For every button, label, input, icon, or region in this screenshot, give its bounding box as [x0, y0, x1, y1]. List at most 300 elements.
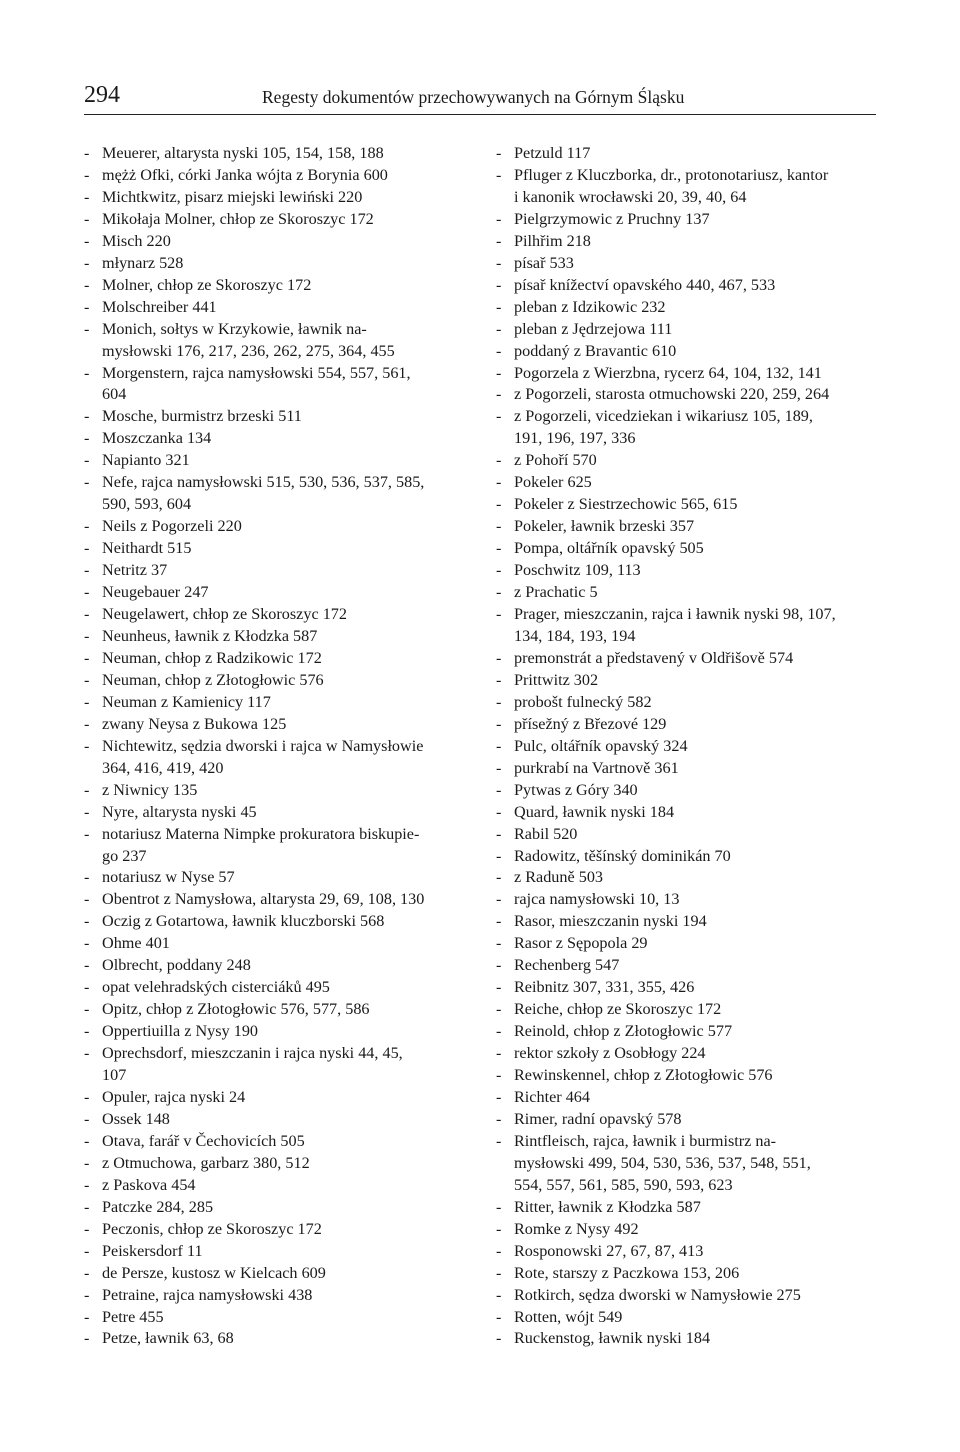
entry-dash: -: [84, 692, 90, 711]
entry-text: Reinold, chłop z Złotogłowic 577: [514, 1022, 733, 1041]
entry-dash: -: [84, 648, 90, 667]
entry-dash: -: [84, 714, 90, 733]
entry-dash: -: [84, 1153, 90, 1172]
entry-dash: -: [84, 1219, 90, 1238]
entry-text: Rotkirch, sędza dworski w Namysłowie 275: [514, 1285, 801, 1304]
index-entry: [496, 1197, 876, 1219]
entry-text: Prittwitz 302: [514, 670, 599, 689]
entry-dash: -: [496, 297, 502, 316]
entry-dash: -: [84, 890, 90, 909]
index-entry: [84, 472, 464, 516]
entry-dash: -: [84, 407, 90, 426]
index-entry: [496, 319, 876, 341]
entry-dash: -: [84, 1285, 90, 1304]
entry-text: Ossek 148: [102, 1109, 170, 1128]
index-entry: [84, 1153, 464, 1175]
index-entry: [496, 1285, 876, 1307]
entry-dash: -: [84, 561, 90, 580]
entry-text: Pokeler, ławnik brzeski 357: [514, 517, 695, 536]
entry-dash: -: [84, 363, 90, 382]
entry-text: Nefe, rajca namysłowski 515, 530, 536, 537, 585, 590, 593, 604: [102, 473, 425, 514]
entry-dash: -: [496, 253, 502, 272]
entry-dash: -: [84, 1131, 90, 1150]
entry-dash: -: [84, 209, 90, 228]
entry-text: Otava, farář v Čechovicích 505: [102, 1131, 305, 1150]
index-column-right: [496, 143, 876, 1350]
entry-dash: -: [84, 1263, 90, 1282]
entry-text: Mosche, burmistrz brzeski 511: [102, 407, 302, 426]
entry-text: Poschwitz 109, 113: [514, 561, 641, 580]
index-entry: [496, 1328, 876, 1350]
index-entry: [496, 802, 876, 824]
index-entry: [84, 165, 464, 187]
entry-text: Quard, ławnik nyski 184: [514, 802, 675, 821]
index-entry: [496, 1307, 876, 1329]
entry-dash: -: [496, 144, 502, 162]
index-entry: [496, 670, 876, 692]
index-entry: [496, 780, 876, 802]
entry-dash: -: [496, 1285, 502, 1304]
running-title: Regesty dokumentów przechowywanych na Górnym Śląsku: [262, 87, 685, 107]
index-entry: [496, 231, 876, 253]
index-entry: [84, 604, 464, 626]
index-entry: [84, 1263, 464, 1285]
index-entry: [496, 692, 876, 714]
entry-dash: -: [496, 407, 502, 426]
entry-text: Pilhřim 218: [514, 231, 591, 250]
entry-dash: -: [84, 1241, 90, 1260]
entry-text: Pokeler 625: [514, 473, 592, 492]
entry-text: Napianto 321: [102, 451, 190, 470]
entry-text: Reiche, chłop ze Skoroszyc 172: [514, 1000, 722, 1019]
index-entry: [496, 253, 876, 275]
entry-text: młynarz 528: [102, 253, 184, 272]
index-entry: [84, 187, 464, 209]
entry-dash: -: [84, 473, 90, 492]
entry-dash: -: [84, 451, 90, 470]
index-entry: [84, 1021, 464, 1043]
entry-text: Morgenstern, rajca namysłowski 554, 557, 561, 604: [102, 363, 411, 404]
entry-dash: -: [496, 495, 502, 514]
index-entry: [496, 1131, 876, 1197]
entry-text: Peczonis, chłop ze Skoroszyc 172: [102, 1219, 322, 1238]
entry-text: Nichtewitz, sędzia dworski i rajca w Namysłowie 364, 416, 419, 420: [102, 736, 424, 777]
entry-text: Ritter, ławnik z Kłodzka 587: [514, 1197, 701, 1216]
entry-dash: -: [496, 517, 502, 536]
index-entry: [84, 450, 464, 472]
entry-dash: -: [84, 626, 90, 645]
entry-text: rektor szkoły z Osobłogy 224: [514, 1044, 706, 1063]
entry-dash: -: [84, 802, 90, 821]
entry-dash: -: [84, 978, 90, 997]
entry-text: z Raduně 503: [514, 868, 604, 887]
entry-text: Oppertiuilla z Nysy 190: [102, 1022, 259, 1041]
entry-text: Petzuld 117: [514, 144, 591, 162]
entry-text: Neuman z Kamienicy 117: [102, 692, 271, 711]
index-entry: [84, 1087, 464, 1109]
index-entry: [84, 1197, 464, 1219]
index-entry: [496, 275, 876, 297]
entry-dash: -: [84, 165, 90, 184]
entry-dash: -: [496, 912, 502, 931]
entry-text: Rechenberg 547: [514, 956, 620, 975]
entry-text: de Persze, kustosz w Kielcach 609: [102, 1263, 326, 1282]
entry-text: Molschreiber 441: [102, 297, 217, 316]
entry-dash: -: [496, 692, 502, 711]
entry-dash: -: [84, 1000, 90, 1019]
entry-dash: -: [84, 583, 90, 602]
index-entry: [84, 363, 464, 407]
entry-dash: -: [496, 1329, 502, 1348]
index-entry: [84, 824, 464, 868]
entry-dash: -: [84, 1175, 90, 1194]
entry-text: notariusz w Nyse 57: [102, 868, 235, 887]
entry-dash: -: [496, 1044, 502, 1063]
page-number: 294: [84, 82, 120, 108]
entry-text: Petze, ławnik 63, 68: [102, 1329, 234, 1348]
index-entry: [84, 670, 464, 692]
entry-text: z Otmuchowa, garbarz 380, 512: [102, 1153, 310, 1172]
index-entry: [84, 297, 464, 319]
entry-dash: -: [84, 1329, 90, 1348]
entry-text: z Niwnicy 135: [102, 780, 198, 799]
index-entry: [496, 736, 876, 758]
entry-dash: -: [84, 187, 90, 206]
entry-dash: -: [496, 1131, 502, 1150]
index-entry: [496, 297, 876, 319]
entry-text: z Pohoří 570: [514, 451, 597, 470]
entry-dash: -: [84, 319, 90, 338]
entry-text: Molner, chłop ze Skoroszyc 172: [102, 275, 312, 294]
entry-dash: -: [496, 363, 502, 382]
entry-text: Moszczanka 134: [102, 429, 212, 448]
entry-dash: -: [496, 1109, 502, 1128]
index-entry: [496, 933, 876, 955]
index-column-left: [84, 143, 464, 1350]
entry-text: Rintfleisch, rajca, ławnik i burmistrz na- mysłowski 499, 504, 530, 536, 537, 548, 551, 554, 557, 561, 585, 590, 593, 623: [514, 1131, 811, 1194]
entry-text: Radowitz, těšínský dominikán 70: [514, 846, 731, 865]
entry-text: Rasor z Sępopola 29: [514, 934, 648, 953]
entry-text: Petre 455: [102, 1307, 164, 1326]
entry-text: přísežný z Březové 129: [514, 714, 667, 733]
entry-dash: -: [496, 956, 502, 975]
index-entry: [84, 516, 464, 538]
entry-text: Neils z Pogorzeli 220: [102, 517, 242, 536]
index-entry: [496, 824, 876, 846]
entry-text: z Pogorzeli, vicedziekan i wikariusz 105, 189, 191, 196, 197, 336: [514, 407, 813, 448]
entry-text: pleban z Idzikowic 232: [514, 297, 666, 316]
entry-text: mężż Ofki, córki Janka wójta z Borynia 600: [102, 165, 388, 184]
entry-text: Petraine, rajca namysłowski 438: [102, 1285, 313, 1304]
entry-dash: -: [84, 605, 90, 624]
entry-dash: -: [496, 846, 502, 865]
index-entry: [84, 560, 464, 582]
entry-dash: -: [496, 275, 502, 294]
entry-dash: -: [496, 1241, 502, 1260]
index-entry: [496, 582, 876, 604]
index-entry: [496, 999, 876, 1021]
entry-text: Peiskersdorf 11: [102, 1241, 203, 1260]
entry-dash: -: [496, 1197, 502, 1216]
entry-text: z Pogorzeli, starosta otmuchowski 220, 259, 264: [514, 385, 830, 404]
index-entry: [496, 714, 876, 736]
index-entry: [84, 275, 464, 297]
entry-dash: -: [496, 670, 502, 689]
entry-text: Neithardt 515: [102, 539, 192, 558]
entry-text: zwany Neysa z Bukowa 125: [102, 714, 287, 733]
entry-text: Patczke 284, 285: [102, 1197, 214, 1216]
entry-text: Rasor, mieszczanin nyski 194: [514, 912, 707, 931]
entry-text: písař 533: [514, 253, 574, 272]
entry-dash: -: [84, 1109, 90, 1128]
index-entry: [496, 450, 876, 472]
index-entry: [496, 1021, 876, 1043]
entry-text: Meuerer, altarysta nyski 105, 154, 158, 188: [102, 144, 384, 162]
entry-dash: -: [84, 868, 90, 887]
entry-dash: -: [496, 780, 502, 799]
entry-dash: -: [84, 912, 90, 931]
entry-text: Reibnitz 307, 331, 355, 426: [514, 978, 695, 997]
entry-text: Pokeler z Siestrzechowic 565, 615: [514, 495, 738, 514]
index-entry: [496, 406, 876, 450]
entry-text: Oczig z Gotartowa, ławnik kluczborski 568: [102, 912, 385, 931]
entry-dash: -: [84, 144, 90, 162]
entry-dash: -: [496, 824, 502, 843]
entry-dash: -: [496, 868, 502, 887]
entry-dash: -: [84, 517, 90, 536]
entry-dash: -: [84, 1307, 90, 1326]
entry-text: Rewinskennel, chłop z Złotogłowic 576: [514, 1066, 773, 1085]
entry-text: Rote, starszy z Paczkowa 153, 206: [514, 1263, 740, 1282]
entry-text: Olbrecht, poddany 248: [102, 956, 251, 975]
entry-text: Prager, mieszczanin, rajca i ławnik nyski 98, 107, 134, 184, 193, 194: [514, 605, 836, 645]
entry-text: Rabil 520: [514, 824, 578, 843]
index-entry: [496, 1087, 876, 1109]
entry-text: Misch 220: [102, 231, 171, 250]
index-entry: [84, 867, 464, 889]
index-entry: [84, 977, 464, 999]
index-entry: [84, 626, 464, 648]
index-entry: [496, 209, 876, 231]
entry-text: Monich, sołtys w Krzykowie, ławnik na- mysłowski 176, 217, 236, 262, 275, 364, 455: [102, 319, 395, 360]
index-entry: [496, 516, 876, 538]
entry-dash: -: [496, 583, 502, 602]
index-entry: [496, 911, 876, 933]
entry-dash: -: [496, 561, 502, 580]
index-entry: [84, 780, 464, 802]
entry-dash: -: [496, 736, 502, 755]
index-entry: [84, 889, 464, 911]
entry-text: Neuman, chłop z Złotogłowic 576: [102, 670, 324, 689]
entry-dash: -: [84, 736, 90, 755]
entry-text: Neugebauer 247: [102, 583, 209, 602]
entry-dash: -: [496, 1219, 502, 1238]
entry-dash: -: [84, 1197, 90, 1216]
entry-text: probošt fulnecký 582: [514, 692, 652, 711]
index-entry: [496, 143, 876, 165]
entry-dash: -: [84, 934, 90, 953]
entry-dash: -: [496, 341, 502, 360]
entry-text: Pulc, oltářník opavský 324: [514, 736, 688, 755]
entry-text: Rotten, wójt 549: [514, 1307, 623, 1326]
index-entry: [496, 889, 876, 911]
entry-text: Obentrot z Namysłowa, altarysta 29, 69, 108, 130: [102, 890, 425, 909]
index-entry: [84, 1328, 464, 1350]
entry-dash: -: [496, 1263, 502, 1282]
index-entry: [84, 933, 464, 955]
entry-dash: -: [496, 231, 502, 250]
index-entry: [496, 165, 876, 209]
entry-dash: -: [84, 429, 90, 448]
index-entry: [496, 846, 876, 868]
entry-text: Ohme 401: [102, 934, 170, 953]
index-entry: [496, 384, 876, 406]
index-entry: [84, 143, 464, 165]
entry-dash: -: [84, 1022, 90, 1041]
index-entry: [84, 428, 464, 450]
index-entry: [84, 406, 464, 428]
entry-text: Mikołaja Molner, chłop ze Skoroszyc 172: [102, 209, 374, 228]
entry-text: Netritz 37: [102, 561, 168, 580]
page-header: [84, 80, 876, 115]
entry-dash: -: [496, 385, 502, 404]
entry-text: Romke z Nysy 492: [514, 1219, 639, 1238]
entry-text: Neugelawert, chłop ze Skoroszyc 172: [102, 605, 347, 624]
entry-text: Neuman, chłop z Radzikowic 172: [102, 648, 322, 667]
index-entry: [496, 494, 876, 516]
entry-text: purkrabí na Vartnově 361: [514, 758, 679, 777]
index-entry: [496, 1241, 876, 1263]
index-entry: [496, 1219, 876, 1241]
entry-dash: -: [84, 670, 90, 689]
entry-dash: -: [496, 605, 502, 624]
entry-dash: -: [84, 1044, 90, 1063]
entry-text: opat velehradských cisterciáků 495: [102, 978, 330, 997]
entry-text: Pfluger z Kluczborka, dr., protonotariusz, kantor i kanonik wrocławski 20, 39, 40, 64: [514, 165, 829, 206]
index-entry: [84, 1307, 464, 1329]
entry-dash: -: [496, 934, 502, 953]
entry-dash: -: [84, 824, 90, 843]
index-entry: [84, 692, 464, 714]
index-entry: [84, 911, 464, 933]
entry-text: Pogorzela z Wierzbna, rycerz 64, 104, 132, 141: [514, 363, 822, 382]
index-entry: [496, 472, 876, 494]
entry-dash: -: [84, 956, 90, 975]
index-entry: [84, 209, 464, 231]
index-entry: [84, 736, 464, 780]
index-entry: [496, 867, 876, 889]
entry-dash: -: [496, 1000, 502, 1019]
index-entry: [496, 538, 876, 560]
entry-dash: -: [84, 780, 90, 799]
index-entry: [84, 253, 464, 275]
index-entry: [496, 604, 876, 648]
entry-text: písař knížectví opavského 440, 467, 533: [514, 275, 776, 294]
entry-text: Ruckenstog, ławnik nyski 184: [514, 1329, 711, 1348]
index-entry: [84, 1219, 464, 1241]
index-entry: [84, 231, 464, 253]
entry-dash: -: [496, 1066, 502, 1085]
entry-text: Opuler, rajca nyski 24: [102, 1087, 246, 1106]
index-entry: [84, 999, 464, 1021]
entry-dash: -: [84, 297, 90, 316]
index-entry: [84, 1241, 464, 1263]
index-entry: [496, 560, 876, 582]
entry-text: Rosponowski 27, 67, 87, 413: [514, 1241, 704, 1260]
index-entry: [84, 1131, 464, 1153]
entry-dash: -: [84, 539, 90, 558]
entry-dash: -: [496, 758, 502, 777]
entry-dash: -: [496, 648, 502, 667]
entry-dash: -: [496, 473, 502, 492]
entry-dash: -: [496, 890, 502, 909]
entry-dash: -: [496, 451, 502, 470]
index-entry: [496, 955, 876, 977]
index-entry: [84, 582, 464, 604]
index-entry: [496, 977, 876, 999]
index-entry: [496, 758, 876, 780]
index-entry: [496, 1109, 876, 1131]
entry-dash: -: [84, 1087, 90, 1106]
entry-dash: -: [496, 165, 502, 184]
entry-dash: -: [84, 231, 90, 250]
index-entry: [84, 802, 464, 824]
index-entry: [496, 1263, 876, 1285]
entry-dash: -: [496, 978, 502, 997]
index-entry: [84, 319, 464, 363]
entry-text: Oprechsdorf, mieszczanin i rajca nyski 44, 45, 107: [102, 1044, 403, 1085]
index-entry: [84, 955, 464, 977]
entry-dash: -: [496, 539, 502, 558]
entry-dash: -: [496, 209, 502, 228]
entry-text: Opitz, chłop z Złotogłowic 576, 577, 586: [102, 1000, 370, 1019]
entry-text: Richter 464: [514, 1087, 590, 1106]
index-entry: [496, 1043, 876, 1065]
index-entry: [84, 1109, 464, 1131]
index-entry: [496, 648, 876, 670]
entry-dash: -: [84, 253, 90, 272]
entry-dash: -: [496, 1087, 502, 1106]
entry-dash: -: [496, 802, 502, 821]
entry-text: notariusz Materna Nimpke prokuratora biskupie- go 237: [102, 824, 420, 865]
entry-dash: -: [496, 319, 502, 338]
entry-text: Nyre, altarysta nyski 45: [102, 802, 257, 821]
entry-text: Rimer, radní opavský 578: [514, 1109, 682, 1128]
entry-text: pleban z Jędrzejowa 111: [514, 319, 673, 338]
index-entry: [84, 538, 464, 560]
entry-text: z Paskova 454: [102, 1175, 196, 1194]
index-entry: [84, 1285, 464, 1307]
entry-text: premonstrát a představený v Oldřišově 574: [514, 648, 794, 667]
entry-text: poddaný z Bravantic 610: [514, 341, 677, 360]
entry-text: Pielgrzymowic z Pruchny 137: [514, 209, 710, 228]
entry-text: Pompa, oltářník opavský 505: [514, 539, 704, 558]
entry-dash: -: [84, 275, 90, 294]
entry-dash: -: [496, 1022, 502, 1041]
entry-text: Michtkwitz, pisarz miejski lewiński 220: [102, 187, 363, 206]
entry-dash: -: [496, 1307, 502, 1326]
entry-text: z Prachatic 5: [514, 583, 598, 602]
index-entry: [84, 714, 464, 736]
entry-dash: -: [496, 714, 502, 733]
index-entry: [84, 1043, 464, 1087]
index-entry: [496, 1065, 876, 1087]
entry-text: Neunheus, ławnik z Kłodzka 587: [102, 626, 318, 645]
index-entry: [496, 341, 876, 363]
entry-text: rajca namysłowski 10, 13: [514, 890, 680, 909]
index-entry: [496, 363, 876, 385]
index-entry: [84, 648, 464, 670]
